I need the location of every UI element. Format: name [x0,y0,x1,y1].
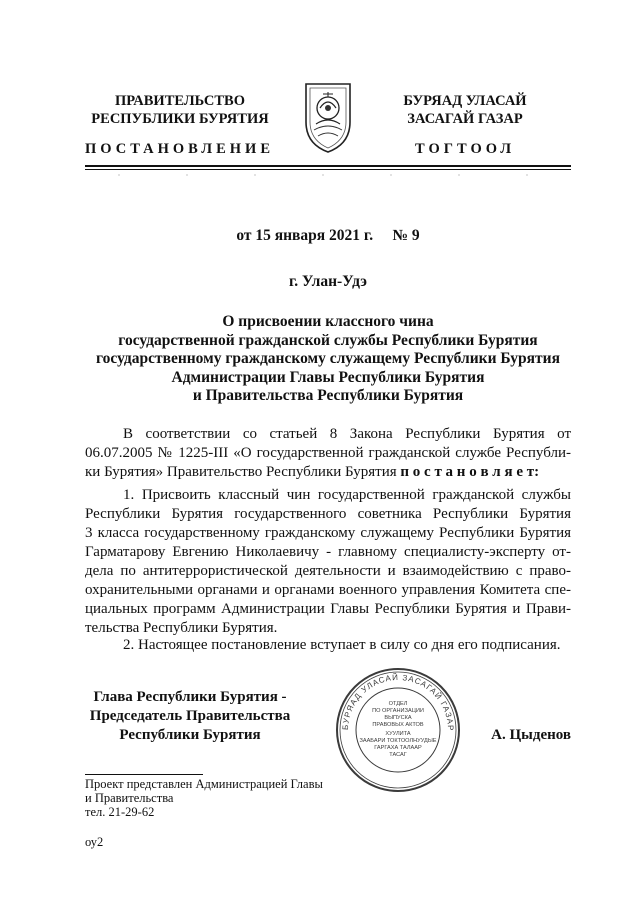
resolves-word: п о с т а н о в л я е т: [400,464,540,480]
item-1-line: дела по антитеррористической деятельности и взаимодействию с право- [85,563,571,579]
header-left-line1: ПРАВИТЕЛЬСТВО [115,93,245,109]
item-1-line: Гарматарову Евгению Николаевичу - главному специалисту-эксперту от- [85,544,571,560]
header-right-line1: БУРЯАД УЛАСАЙ [403,93,527,109]
stamp-ring-text: БУРЯАД УЛАСАЙ ЗАСАГАЙ ГАЗАР [340,672,456,732]
title-line: Администрации Главы Республики Бурятия [171,368,485,386]
position-line: Председатель Правительства [89,708,291,724]
doc-type-right: ТОГТООЛ [415,141,516,157]
title-line: государственному гражданскому служащему Республики Бурятия [96,350,560,367]
footnote-line: и Правительства [85,791,174,805]
coat-of-arms-emblem [298,78,358,156]
header-rule-thick [85,165,571,167]
stamp-inner-line: ХУУЛИТА [385,731,411,737]
title-line: и Правительства Республики Бурятия [192,387,464,404]
stamp-inner-line: ПРАВОВЫХ АКТОВ [372,722,424,728]
stamp-inner-line: ВЫПУСКА [384,715,412,721]
official-seal-stamp [333,665,463,795]
item-2-line: 2. Настоящее постановление вступает в силу со дня его подписания. [123,637,561,653]
footnote [85,777,345,819]
item-2-paragraph [85,636,571,655]
stamp-inner-line: ОТДЕЛ [388,701,408,707]
header-left-line2: РЕСПУБЛИКИ БУРЯТИЯ [91,111,269,127]
preamble-paragraph [85,425,571,482]
position-line: Республики Бурятия [119,727,261,743]
stamp-inner-line: ТАСАГ [389,752,407,758]
signatory-name: А. Цыденов [491,727,571,743]
footnote-rule [85,774,203,775]
title-line: О присвоении классного чина [222,313,434,330]
position-line: Глава Республики Бурятия - [93,689,287,705]
stamp-inner-line: ГАРГАХА ТАЛААР [374,745,422,751]
item-1-line: 1. Присвоить классный чин государственной гражданской службы [123,487,571,503]
document-title [85,313,571,406]
stamp-inner-line: ЗААБАРИ ТОКТООЛНУУДЫЕ [359,738,437,744]
item-1-line: Республики Бурятия государственного советника Республики Бурятия [85,506,571,522]
stamp-inner-line: ПО ОРГАНИЗАЦИИ [372,708,424,714]
title-line: государственной гражданской службы Республики Бурятия [118,331,538,349]
item-1-line: 3 класса государственному гражданскому служащему Республики Бурятия [85,525,571,541]
city: г. Улан-Удэ [288,273,367,290]
item-1-line: охранительными органами и органами военного управления Комитета спе- [85,582,571,598]
header-right-line2: ЗАСАГАЙ ГАЗАР [407,111,523,127]
header-dotted-guide [85,173,571,177]
header-right [390,92,540,128]
footnote-phone: тел. 21-29-62 [85,805,155,819]
doc-type-left: ПОСТАНОВЛЕНИЕ [85,141,275,157]
preamble-text: ки Бурятия» Правительство Республики Бурятия [85,464,401,480]
preamble-line: 06.07.2005 № 1225-III «О государственной гражданской службе Республи- [85,445,571,461]
item-1-paragraph [85,486,571,638]
document-code: оу2 [85,835,104,849]
date-and-number: от 15 января 2021 г. № 9 [236,227,420,244]
header-left [85,92,275,128]
signatory-position [85,688,295,745]
item-1-line: тельства Республики Бурятия. [85,620,278,636]
item-1-line: циальных программ Администрации Главы Республики Бурятия и Прави- [85,601,571,617]
preamble-line [85,463,571,482]
preamble-line: В соответствии со статьей 8 Закона Республики Бурятия от [123,426,571,442]
footnote-line: Проект представлен Администрацией Главы [85,777,323,791]
header-rule-thin [85,169,571,170]
